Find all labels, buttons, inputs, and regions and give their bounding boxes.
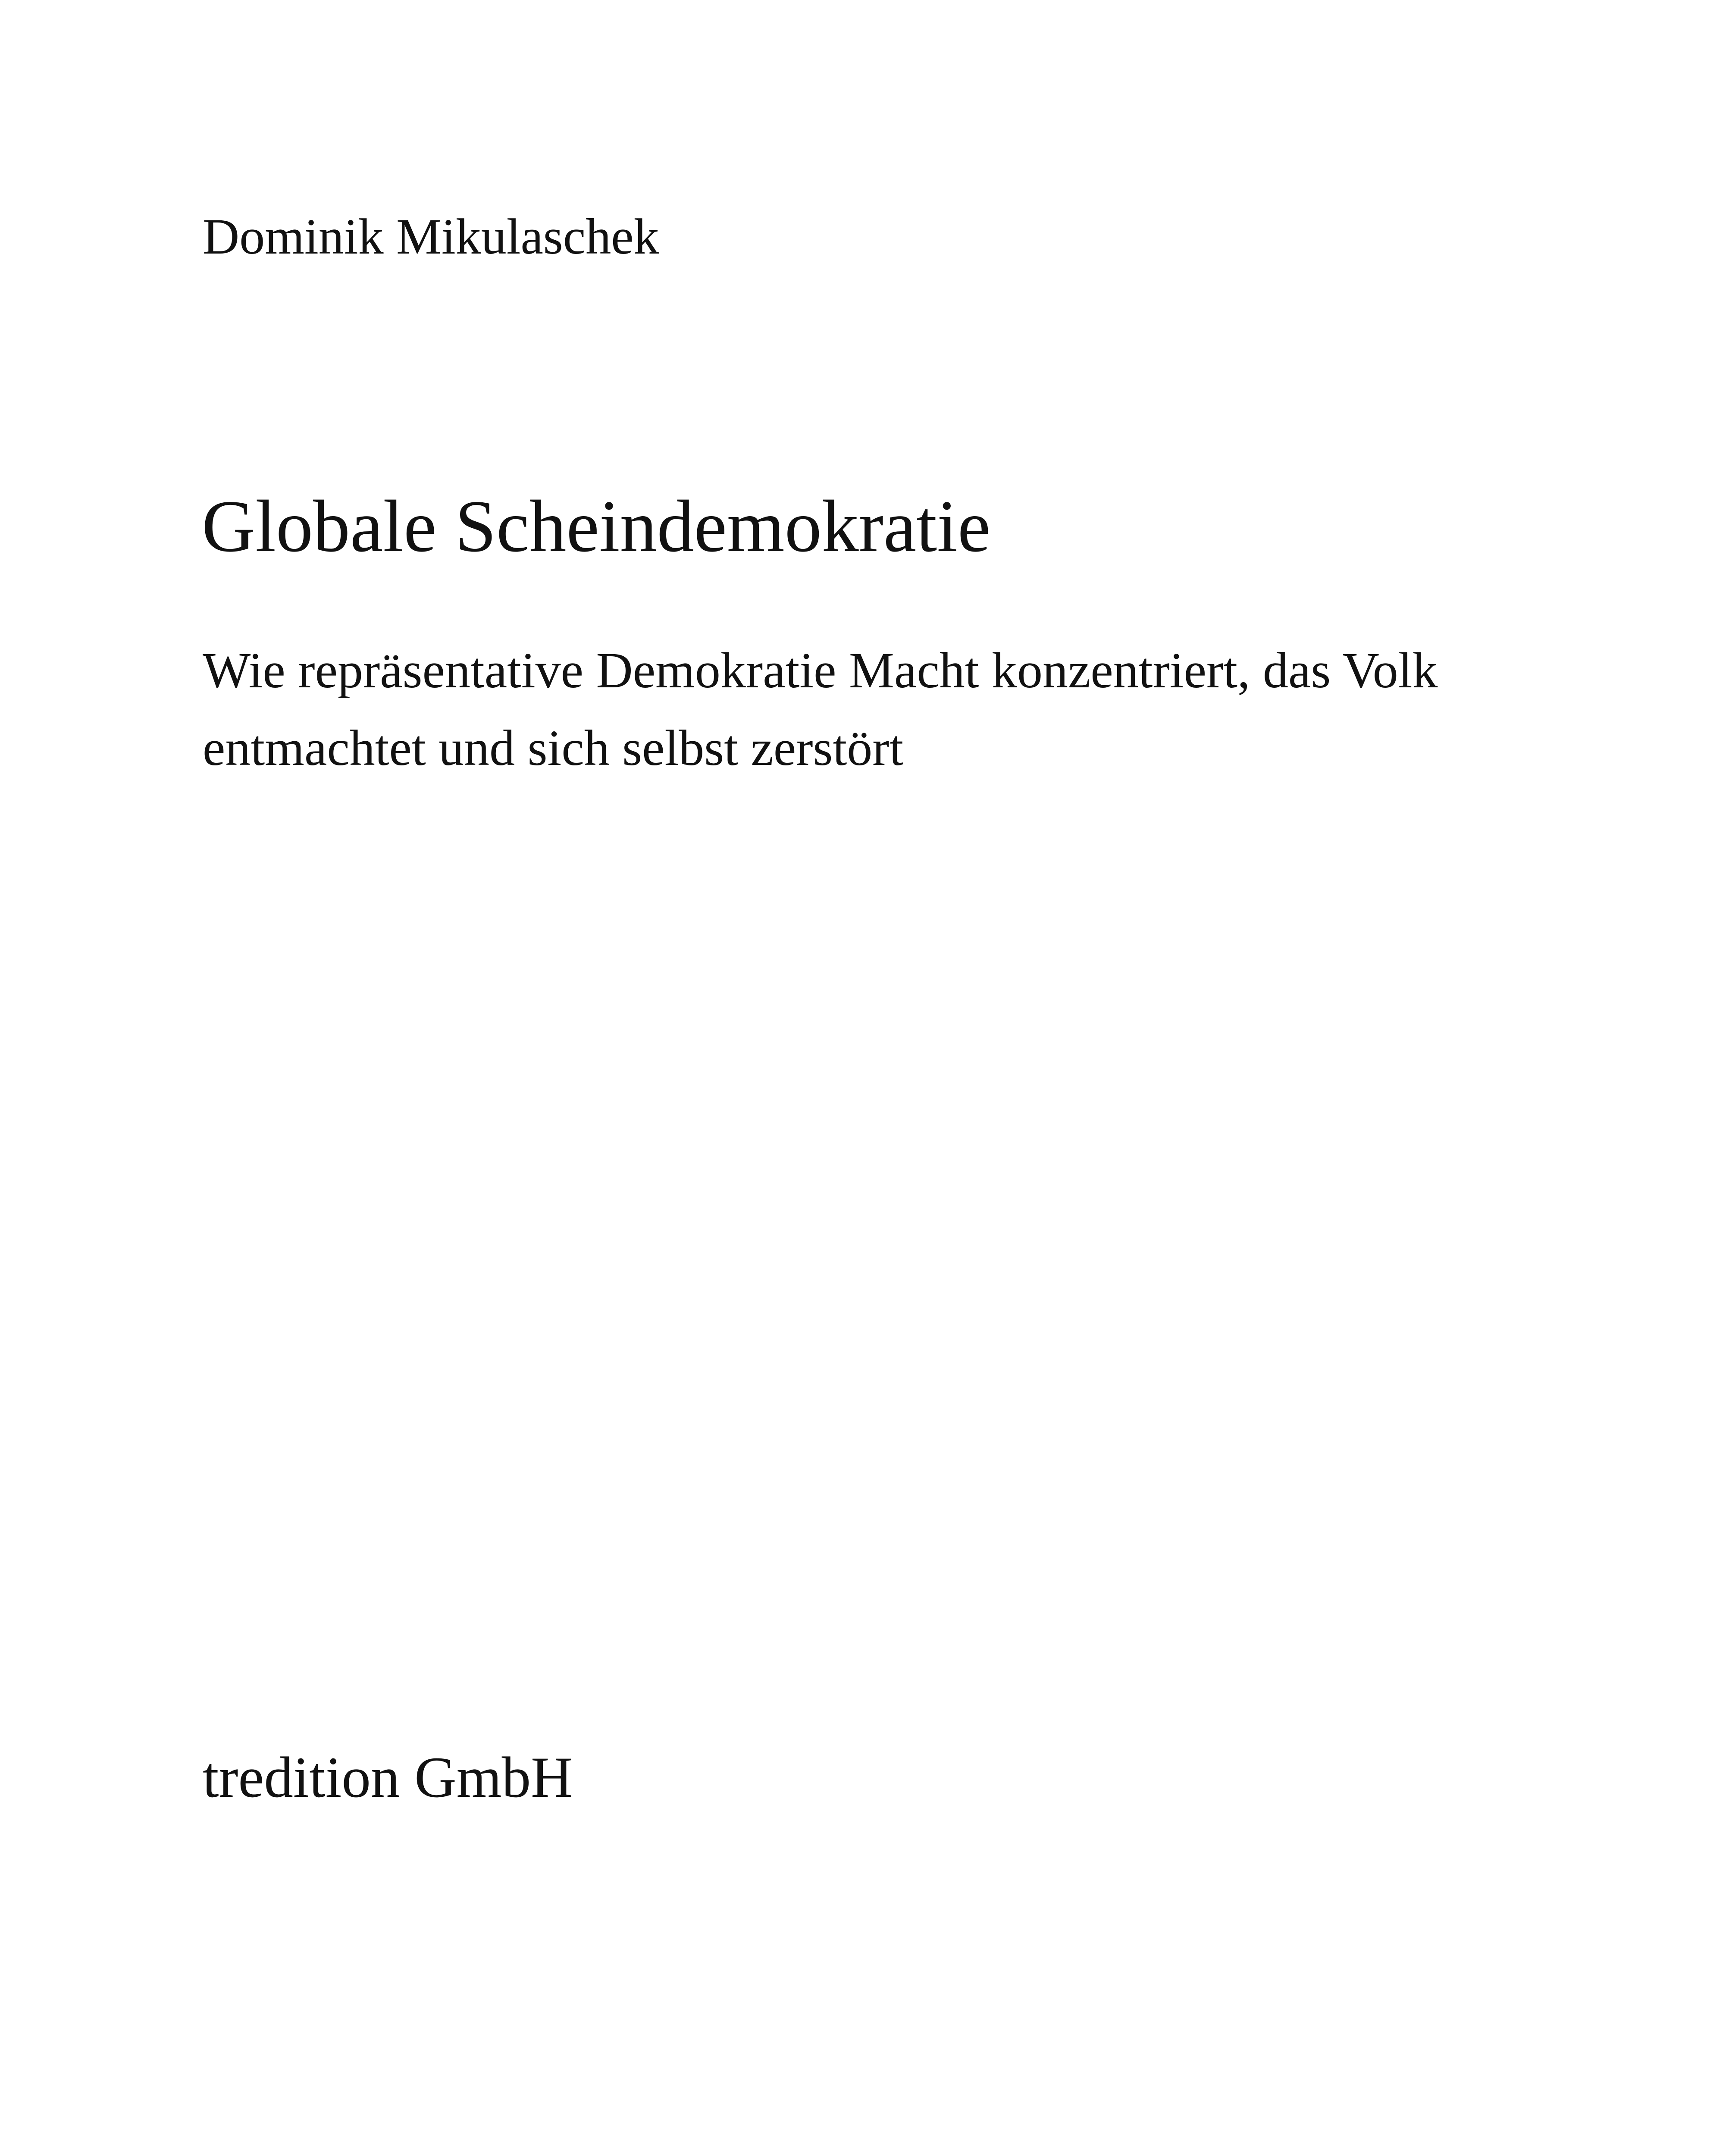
book-title: Globale Scheindemokratie [202, 486, 991, 567]
book-subtitle [203, 632, 1604, 787]
subtitle-line-1: Wie repräsentative Demokratie Macht konzentriert, das Volk [203, 642, 1438, 699]
author-name: Dominik Mikulaschek [203, 208, 659, 265]
subtitle-line-2: entmachtet und sich selbst zerstört [203, 720, 904, 776]
publisher-name: tredition GmbH [203, 1745, 573, 1810]
